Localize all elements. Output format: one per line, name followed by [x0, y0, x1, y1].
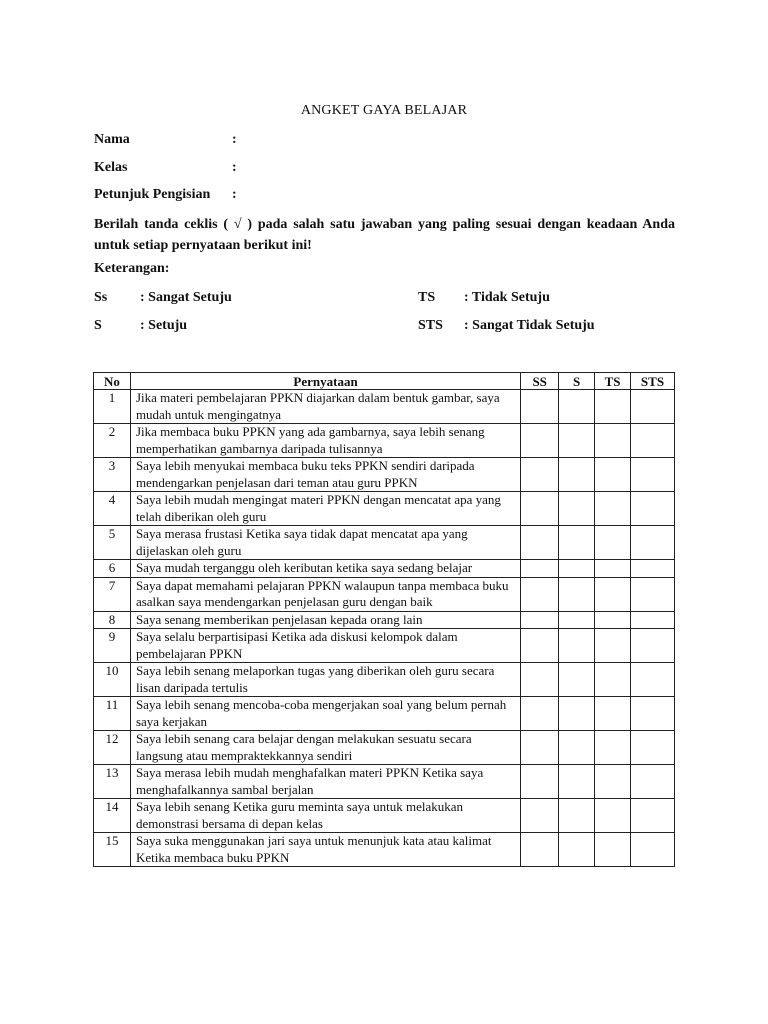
answer-cell-s[interactable]	[559, 663, 595, 697]
row-number: 11	[94, 697, 131, 731]
legend-code: STS	[418, 318, 443, 333]
answer-cell-ts[interactable]	[595, 390, 631, 424]
statement-text: Saya merasa frustasi Ketika saya tidak dapat mencatat apa yang dijelaskan oleh guru	[130, 526, 520, 560]
field-colon: :	[232, 160, 237, 175]
answer-cell-sts[interactable]	[631, 424, 675, 458]
field-label: Kelas	[94, 160, 128, 175]
answer-cell-ts[interactable]	[595, 629, 631, 663]
answer-cell-ss[interactable]	[521, 458, 559, 492]
statement-text: Saya selalu berpartisipasi Ketika ada diskusi kelompok dalam pembelajaran PPKN	[130, 629, 520, 663]
answer-cell-ts[interactable]	[595, 424, 631, 458]
legend-item	[94, 290, 232, 306]
answer-cell-ts[interactable]	[595, 526, 631, 560]
answer-cell-sts[interactable]	[631, 731, 675, 765]
header-sts: STS	[631, 373, 675, 390]
legend-item	[418, 290, 550, 306]
answer-cell-ss[interactable]	[521, 424, 559, 458]
legend-desc: : Sangat Setuju	[140, 290, 232, 305]
answer-cell-s[interactable]	[559, 731, 595, 765]
answer-cell-sts[interactable]	[631, 663, 675, 697]
statement-text: Saya lebih menyukai membaca buku teks PPKN sendiri daripada mendengarkan penjelasan dari teman atau guru PPKN	[130, 458, 520, 492]
table-row	[94, 424, 675, 458]
answer-cell-sts[interactable]	[631, 833, 675, 867]
answer-cell-ss[interactable]	[521, 611, 559, 629]
answer-cell-sts[interactable]	[631, 765, 675, 799]
table-row	[94, 629, 675, 663]
row-number: 15	[94, 833, 131, 867]
row-number: 12	[94, 731, 131, 765]
answer-cell-ss[interactable]	[521, 697, 559, 731]
legend-code: TS	[418, 290, 436, 305]
answer-cell-ss[interactable]	[521, 629, 559, 663]
answer-cell-s[interactable]	[559, 458, 595, 492]
answer-cell-ts[interactable]	[595, 799, 631, 833]
row-number: 10	[94, 663, 131, 697]
field-petunjuk	[94, 187, 237, 203]
table-row	[94, 492, 675, 526]
answer-cell-ss[interactable]	[521, 765, 559, 799]
answer-cell-ts[interactable]	[595, 577, 631, 611]
header-no: No	[94, 373, 131, 390]
statement-text: Saya mudah terganggu oleh keributan ketika saya sedang belajar	[130, 560, 520, 578]
answer-cell-sts[interactable]	[631, 577, 675, 611]
answer-cell-sts[interactable]	[631, 799, 675, 833]
answer-cell-ss[interactable]	[521, 390, 559, 424]
statement-text: Jika materi pembelajaran PPKN diajarkan dalam bentuk gambar, saya mudah untuk mengingatnya	[130, 390, 520, 424]
answer-cell-ss[interactable]	[521, 833, 559, 867]
answer-cell-ts[interactable]	[595, 611, 631, 629]
statement-text: Saya lebih senang cara belajar dengan melakukan sesuatu secara langsung atau mempraktekkannya sendiri	[130, 731, 520, 765]
row-number: 8	[94, 611, 131, 629]
row-number: 2	[94, 424, 131, 458]
field-label: Petunjuk Pengisian	[94, 187, 211, 202]
statement-text: Saya senang memberikan penjelasan kepada orang lain	[130, 611, 520, 629]
row-number: 3	[94, 458, 131, 492]
answer-cell-sts[interactable]	[631, 526, 675, 560]
legend-desc: : Tidak Setuju	[464, 290, 550, 305]
answer-cell-s[interactable]	[559, 697, 595, 731]
table-row	[94, 697, 675, 731]
table-row	[94, 390, 675, 424]
answer-cell-ts[interactable]	[595, 697, 631, 731]
answer-cell-ss[interactable]	[521, 492, 559, 526]
header-ts: TS	[595, 373, 631, 390]
keterangan-title: Keterangan:	[94, 261, 170, 276]
answer-cell-ss[interactable]	[521, 526, 559, 560]
answer-cell-s[interactable]	[559, 833, 595, 867]
answer-cell-sts[interactable]	[631, 458, 675, 492]
row-number: 14	[94, 799, 131, 833]
statement-text: Saya merasa lebih mudah menghafalkan materi PPKN Ketika saya menghafalkannya sambal berjalan	[130, 765, 520, 799]
answer-cell-s[interactable]	[559, 560, 595, 578]
document-title: ANGKET GAYA BELAJAR	[300, 103, 468, 118]
instruction-text: Berilah tanda ceklis ( √ ) pada salah satu jawaban yang paling sesuai dengan keadaan Anda untuk setiap pernyataan berikut ini!	[94, 217, 675, 253]
header-s: S	[559, 373, 595, 390]
statement-text: Saya lebih mudah mengingat materi PPKN dengan mencatat apa yang telah diberikan oleh guru	[130, 492, 520, 526]
table-row	[94, 663, 675, 697]
answer-cell-ss[interactable]	[521, 731, 559, 765]
row-number: 1	[94, 390, 131, 424]
answer-cell-s[interactable]	[559, 390, 595, 424]
legend-item	[94, 318, 188, 334]
table-row	[94, 611, 675, 629]
answer-cell-sts[interactable]	[631, 697, 675, 731]
table-row	[94, 560, 675, 578]
answer-cell-ts[interactable]	[595, 765, 631, 799]
answer-cell-sts[interactable]	[631, 492, 675, 526]
table-row	[94, 731, 675, 765]
answer-cell-ss[interactable]	[521, 799, 559, 833]
statement-text: Saya lebih senang Ketika guru meminta saya untuk melakukan demonstrasi bersama di depan kelas	[130, 799, 520, 833]
row-number: 5	[94, 526, 131, 560]
table-row	[94, 526, 675, 560]
table-row	[94, 577, 675, 611]
header-ss: SS	[521, 373, 559, 390]
answer-cell-ts[interactable]	[595, 560, 631, 578]
table-row	[94, 833, 675, 867]
field-label: Nama	[94, 132, 130, 147]
row-number: 13	[94, 765, 131, 799]
table-header-row	[94, 373, 675, 390]
answer-cell-s[interactable]	[559, 629, 595, 663]
row-number: 7	[94, 577, 131, 611]
legend-desc: : Sangat Tidak Setuju	[464, 318, 595, 333]
table-row	[94, 458, 675, 492]
table-row	[94, 799, 675, 833]
table-row	[94, 765, 675, 799]
answer-cell-ts[interactable]	[595, 833, 631, 867]
header-pernyataan: Pernyataan	[130, 373, 520, 390]
legend-item	[418, 318, 595, 334]
statement-text: Saya dapat memahami pelajaran PPKN walaupun tanpa membaca buku asalkan saya mendengarkan penjelasan guru dengan baik	[130, 577, 520, 611]
field-kelas[interactable]	[94, 160, 237, 176]
answer-cell-s[interactable]	[559, 765, 595, 799]
statement-text: Saya lebih senang melaporkan tugas yang diberikan oleh guru secara lisan daripada tertulis	[130, 663, 520, 697]
row-number: 6	[94, 560, 131, 578]
answer-cell-ts[interactable]	[595, 458, 631, 492]
field-colon: :	[232, 187, 237, 202]
answer-cell-ss[interactable]	[521, 663, 559, 697]
answer-cell-sts[interactable]	[631, 629, 675, 663]
statement-text: Saya suka menggunakan jari saya untuk menunjuk kata atau kalimat Ketika membaca buku PPKN	[130, 833, 520, 867]
answer-cell-ss[interactable]	[521, 560, 559, 578]
legend-code: Ss	[94, 290, 108, 305]
questionnaire-table	[93, 372, 675, 867]
legend-code: S	[94, 318, 102, 333]
answer-cell-s[interactable]	[559, 526, 595, 560]
statement-text: Jika membaca buku PPKN yang ada gambarnya, saya lebih senang memperhatikan gambarnya daripada tulisannya	[130, 424, 520, 458]
answer-cell-s[interactable]	[559, 424, 595, 458]
answer-cell-s[interactable]	[559, 577, 595, 611]
row-number: 9	[94, 629, 131, 663]
legend-desc: : Setuju	[140, 318, 188, 333]
answer-cell-sts[interactable]	[631, 611, 675, 629]
field-nama[interactable]	[94, 132, 237, 148]
answer-cell-s[interactable]	[559, 611, 595, 629]
answer-cell-ts[interactable]	[595, 663, 631, 697]
answer-cell-s[interactable]	[559, 492, 595, 526]
answer-cell-ts[interactable]	[595, 731, 631, 765]
answer-cell-sts[interactable]	[631, 560, 675, 578]
answer-cell-ss[interactable]	[521, 577, 559, 611]
field-colon: :	[232, 132, 237, 147]
statement-text: Saya lebih senang mencoba-coba mengerjakan soal yang belum pernah saya kerjakan	[130, 697, 520, 731]
answer-cell-ts[interactable]	[595, 492, 631, 526]
answer-cell-sts[interactable]	[631, 390, 675, 424]
row-number: 4	[94, 492, 131, 526]
answer-cell-s[interactable]	[559, 799, 595, 833]
